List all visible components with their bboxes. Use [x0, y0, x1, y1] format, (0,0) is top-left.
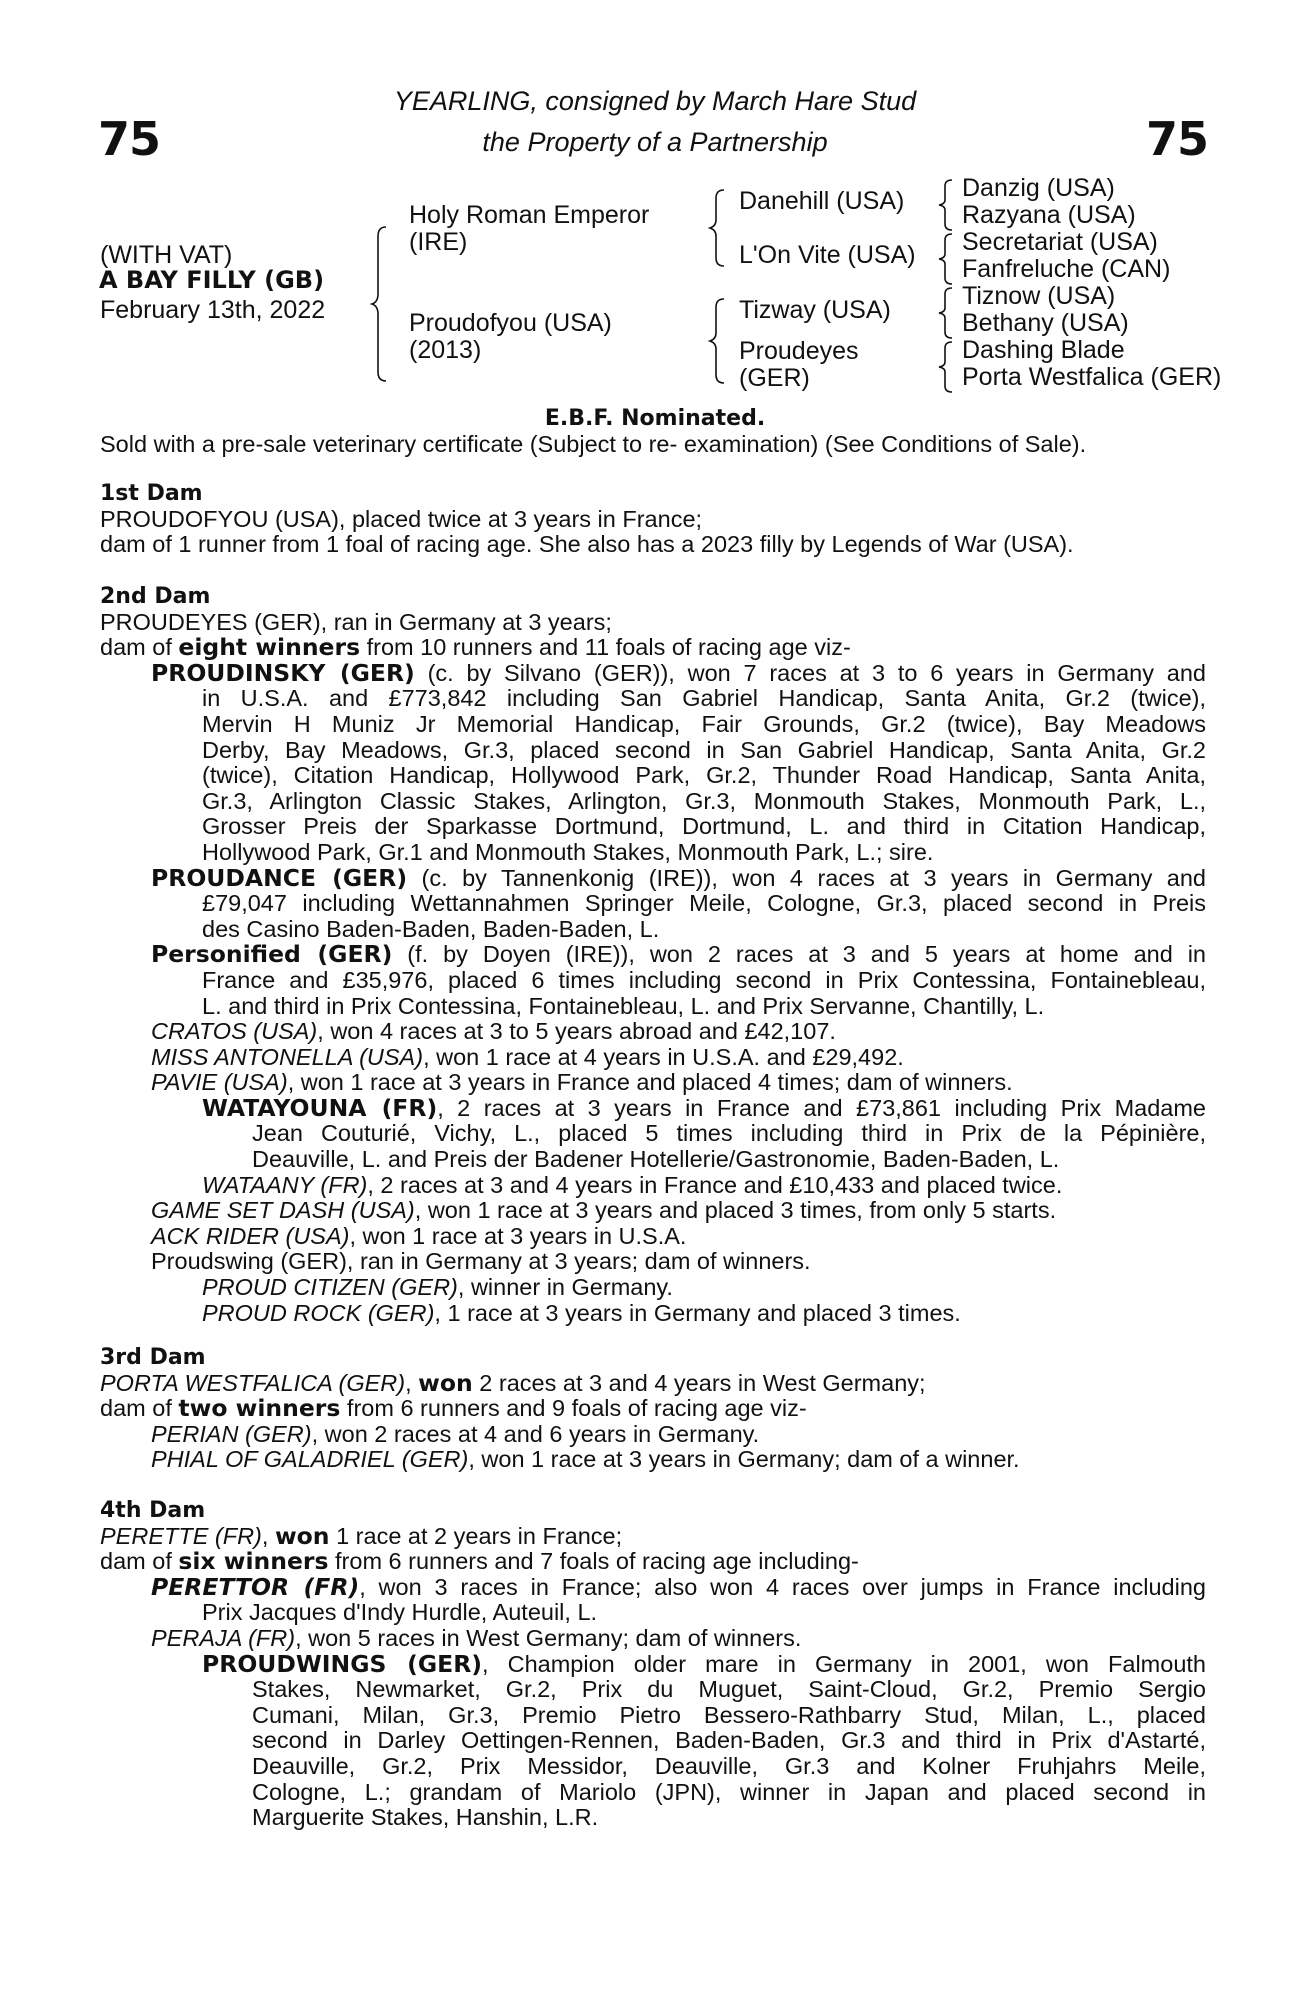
pedigree-dam: Proudofyou (USA) (2013)	[409, 309, 612, 364]
first-dam-line: PROUDOFYOU (USA), placed twice at 3 years in France;	[100, 505, 703, 532]
pedigree-dam-dam: Proudeyes (GER)	[739, 337, 859, 392]
pedigree-bracket-g56	[938, 286, 956, 340]
consignor-line: YEARLING, consigned by March Hare Stud	[393, 86, 917, 116]
lot-number-left: 75	[98, 112, 161, 166]
entry-watayouna: WATAYOUNA (FR), 2 races at 3 years in France and £73,861 including Prix Madame	[202, 1093, 1206, 1122]
third-dam-dam-of: dam of two winners from 6 runners and 9 foals of racing age viz-	[100, 1394, 807, 1423]
third-dam-heading: 3rd Dam	[100, 1345, 206, 1370]
entry-pavie: PAVIE (USA), won 1 race at 3 years in France and placed 4 times; dam of winners.	[151, 1069, 1013, 1096]
pedigree-g4: Fanfreluche (CAN)	[962, 255, 1171, 283]
pedigree-sire-sire: Danehill (USA)	[739, 187, 905, 215]
first-dam-section	[100, 481, 1206, 558]
pedigree-g5: Tiznow (USA)	[962, 282, 1116, 310]
entry-proud-rock: PROUD ROCK (GER), 1 race at 3 years in Germany and placed 3 times.	[202, 1299, 961, 1326]
entry-peraja: PERAJA (FR), won 5 races in West Germany; dam of winners.	[151, 1624, 802, 1651]
pedigree-g3: Secretariat (USA)	[962, 228, 1158, 256]
pedigree-bracket-dam	[710, 297, 730, 385]
second-dam-dam-of: dam of eight winners from 10 runners and 11 foals of racing age viz-	[100, 633, 851, 662]
pedigree-bracket-g78	[938, 340, 956, 394]
third-dam-section	[100, 1345, 1206, 1473]
entry-perettor: PERETTOR (FR), won 3 races in France; also won 4 races over jumps in France including	[151, 1572, 1206, 1601]
third-dam-intro: PORTA WESTFALICA (GER), won 2 races at 3 and 4 years in West Germany;	[100, 1368, 926, 1397]
pedigree-g7: Dashing Blade	[962, 336, 1125, 364]
first-dam-heading: 1st Dam	[100, 481, 203, 506]
pedigree-bracket-main	[372, 224, 392, 384]
pedigree-bracket-sire	[710, 188, 730, 268]
fourth-dam-intro: PERETTE (FR), won 1 race at 2 years in France;	[100, 1521, 623, 1550]
entry-wataany: WATAANY (FR), 2 races at 3 and 4 years in France and £10,433 and placed twice.	[202, 1171, 1063, 1198]
entry-cratos: CRATOS (USA), won 4 races at 3 to 5 years abroad and £42,107.	[151, 1018, 836, 1045]
foaled-date: February 13th, 2022	[100, 296, 326, 324]
entry-game-set-dash: GAME SET DASH (USA), won 1 race at 3 years and placed 3 times, from only 5 starts.	[151, 1197, 1057, 1224]
second-dam-section: 2nd Dam PROUDEYES (GER), ran in Germany at 3 years; dam of eight winners from 10 runners and 11 foals of racing age viz- PROUDINSKY (GER) (c. by Silvano (GER)), won 7 races at 3 to 6 years in Germany and in U.S.A. and £773,842 including San Gabriel Handicap, Santa Anita, Gr.2 (twice), Mervin H Muniz Jr Memorial Handicap, Fair Grounds, Gr.2 (twice), Bay Meadows Derby, Bay Meadows, Gr.3, placed second in San Gabriel Handicap, Santa Anita, Gr.2 (twice), Citation Handicap, Hollywood Park, Gr.2, Thunder Road Handicap, Santa Anita, Gr.3, Arlington Classic Stakes, Arlington, Gr.3, Monmouth Stakes, Monmouth Park, L., Grosser Preis der Sparkasse Dortmund, Dortmund, L. and third in Citation Handicap, Hollywood Park, Gr.1 and Monmouth Stakes, Monmouth Park, L.; sire. PROUDANCE (GER) (c. by Tannenkonig (IRE)), won 4 races at 3 years in Germany and £79,047 including Wettannahmen Springer Meile, Cologne, Gr.3, placed second in Preis des Casino Baden-Baden, Baden-Baden, L. Personified (GER) (f. by Doyen (IRE)), won 2 races at 3 and 5 years at home and in France and £35,976, placed 6 times including second in Prix Contessina, Fontainebleau, L. and third in Prix Contessina, Fontainebleau, L. and Prix Servanne, Chantilly, L. CRATOS (USA), won 4 races at 3 to 5 years abroad and £42,107. MISS ANTONELLA (USA), won 1 race at 4 years in U.S.A. and £29,492. PAVIE (USA), won 1 race at 3 years in France and placed 4 times; dam of winners. WATAYOUNA (FR), 2 races at 3 years in France and £73,861 including Prix Madame Jean Couturié, Vichy, L., placed 5 times including third in Prix de la Pépinière, Deauville, L. and Preis der Badener Hotellerie/Gastronomie, Baden-Baden, L. WATAANY (FR), 2 races at 3 and 4 years in France and £10,433 and placed twice. GAME SET DASH (USA), won 1 race at 3 years and placed 3 times, from only 5 starts. ACK RIDER (USA), won 1 race at 3 years in U.S.A. Proudswing (GER), ran in Germany at 3 years; dam of winners. PROUD CITIZEN (GER), winner in Germany. PROUD ROCK (GER), 1 race at 3 years in Germany and placed 3 times.	[100, 584, 1207, 1326]
entry-miss-antonella: MISS ANTONELLA (USA), won 1 race at 4 years in U.S.A. and £29,492.	[151, 1043, 904, 1070]
entry-ack-rider: ACK RIDER (USA), won 1 race at 3 years in U.S.A.	[151, 1222, 687, 1249]
second-dam-heading: 2nd Dam	[100, 584, 211, 609]
entry-proudinsky: PROUDINSKY (GER) (c. by Silvano (GER)), won 7 races at 3 to 6 years in Germany and	[151, 658, 1206, 687]
pedigree-g6: Bethany (USA)	[962, 309, 1129, 337]
pedigree-bracket-g34	[938, 232, 956, 286]
property-line: the Property of a Partnership	[482, 127, 828, 157]
pedigree-g1: Danzig (USA)	[962, 174, 1115, 202]
vet-certificate-note: Sold with a pre-sale veterinary certificate (Subject to re- examination) (See Conditions of Sale).	[100, 431, 1087, 457]
entry-proud-citizen: PROUD CITIZEN (GER), winner in Germany.	[202, 1274, 673, 1301]
horse-name: A BAY FILLY (GB)	[99, 266, 325, 294]
vat-label: (WITH VAT)	[100, 241, 233, 269]
fourth-dam-dam-of: dam of six winners from 6 runners and 7 foals of racing age including-	[100, 1547, 859, 1576]
pedigree-bracket-g12	[938, 178, 956, 232]
ebf-nominated: E.B.F. Nominated.	[544, 406, 766, 431]
fourth-dam-section: 4th Dam PERETTE (FR), won 1 race at 2 years in France; dam of six winners from 6 runners and 7 foals of racing age including- PERETTOR (FR), won 3 races in France; also won 4 races over jumps in France including Prix Jacques d'Indy Hurdle, Auteuil, L. PERAJA (FR), won 5 races in West Germany; dam of winners. PROUDWINGS (GER), Champion older mare in Germany in 2001, won Falmouth Stakes, Newmarket, Gr.2, Prix du Muguet, Saint-Cloud, Gr.2, Premio Sergio Cumani, Milan, Gr.3, Premio Pietro Bessero-Rathbarry Stud, Milan, L., placed second in Darley Oettingen-Rennen, Baden-Baden, Gr.3 and third in Prix d'Astarté, Deauville, Gr.2, Prix Messidor, Deauville, Gr.3 and Kolner Fruhjahrs Meile, Cologne, L.; grandam of Mariolo (JPN), winner in Japan and placed second in Marguerite Stakes, Hanshin, L.R.	[100, 1498, 1206, 1831]
pedigree-sire: Holy Roman Emperor (IRE)	[409, 201, 650, 256]
pedigree-dam-sire: Tizway (USA)	[739, 296, 891, 324]
entry-proudwings: PROUDWINGS (GER), Champion older mare in Germany in 2001, won Falmouth	[202, 1649, 1206, 1678]
entry-phial-of-galadriel: PHIAL OF GALADRIEL (GER), won 1 race at 3 years in Germany; dam of a winner.	[151, 1446, 1020, 1473]
fourth-dam-heading: 4th Dam	[100, 1498, 206, 1523]
second-dam-intro: PROUDEYES (GER), ran in Germany at 3 years;	[100, 608, 612, 635]
pedigree-g2: Razyana (USA)	[962, 201, 1136, 229]
pedigree-g8: Porta Westfalica (GER)	[962, 363, 1222, 391]
entry-perian: PERIAN (GER), won 2 races at 4 and 6 years in Germany.	[151, 1420, 760, 1447]
entry-personified: Personified (GER) (f. by Doyen (IRE)), won 2 races at 3 and 5 years at home and in	[151, 940, 1207, 969]
first-dam-line: dam of 1 runner from 1 foal of racing age. She also has a 2023 filly by Legends of War (USA).	[100, 531, 1074, 558]
entry-proudance: PROUDANCE (GER) (c. by Tannenkonig (IRE)), won 4 races at 3 years in Germany and	[151, 863, 1206, 892]
pedigree-sire-dam: L'On Vite (USA)	[739, 241, 916, 269]
lot-number-right: 75	[1145, 112, 1208, 166]
entry-proudswing: Proudswing (GER), ran in Germany at 3 years; dam of winners.	[151, 1248, 811, 1275]
